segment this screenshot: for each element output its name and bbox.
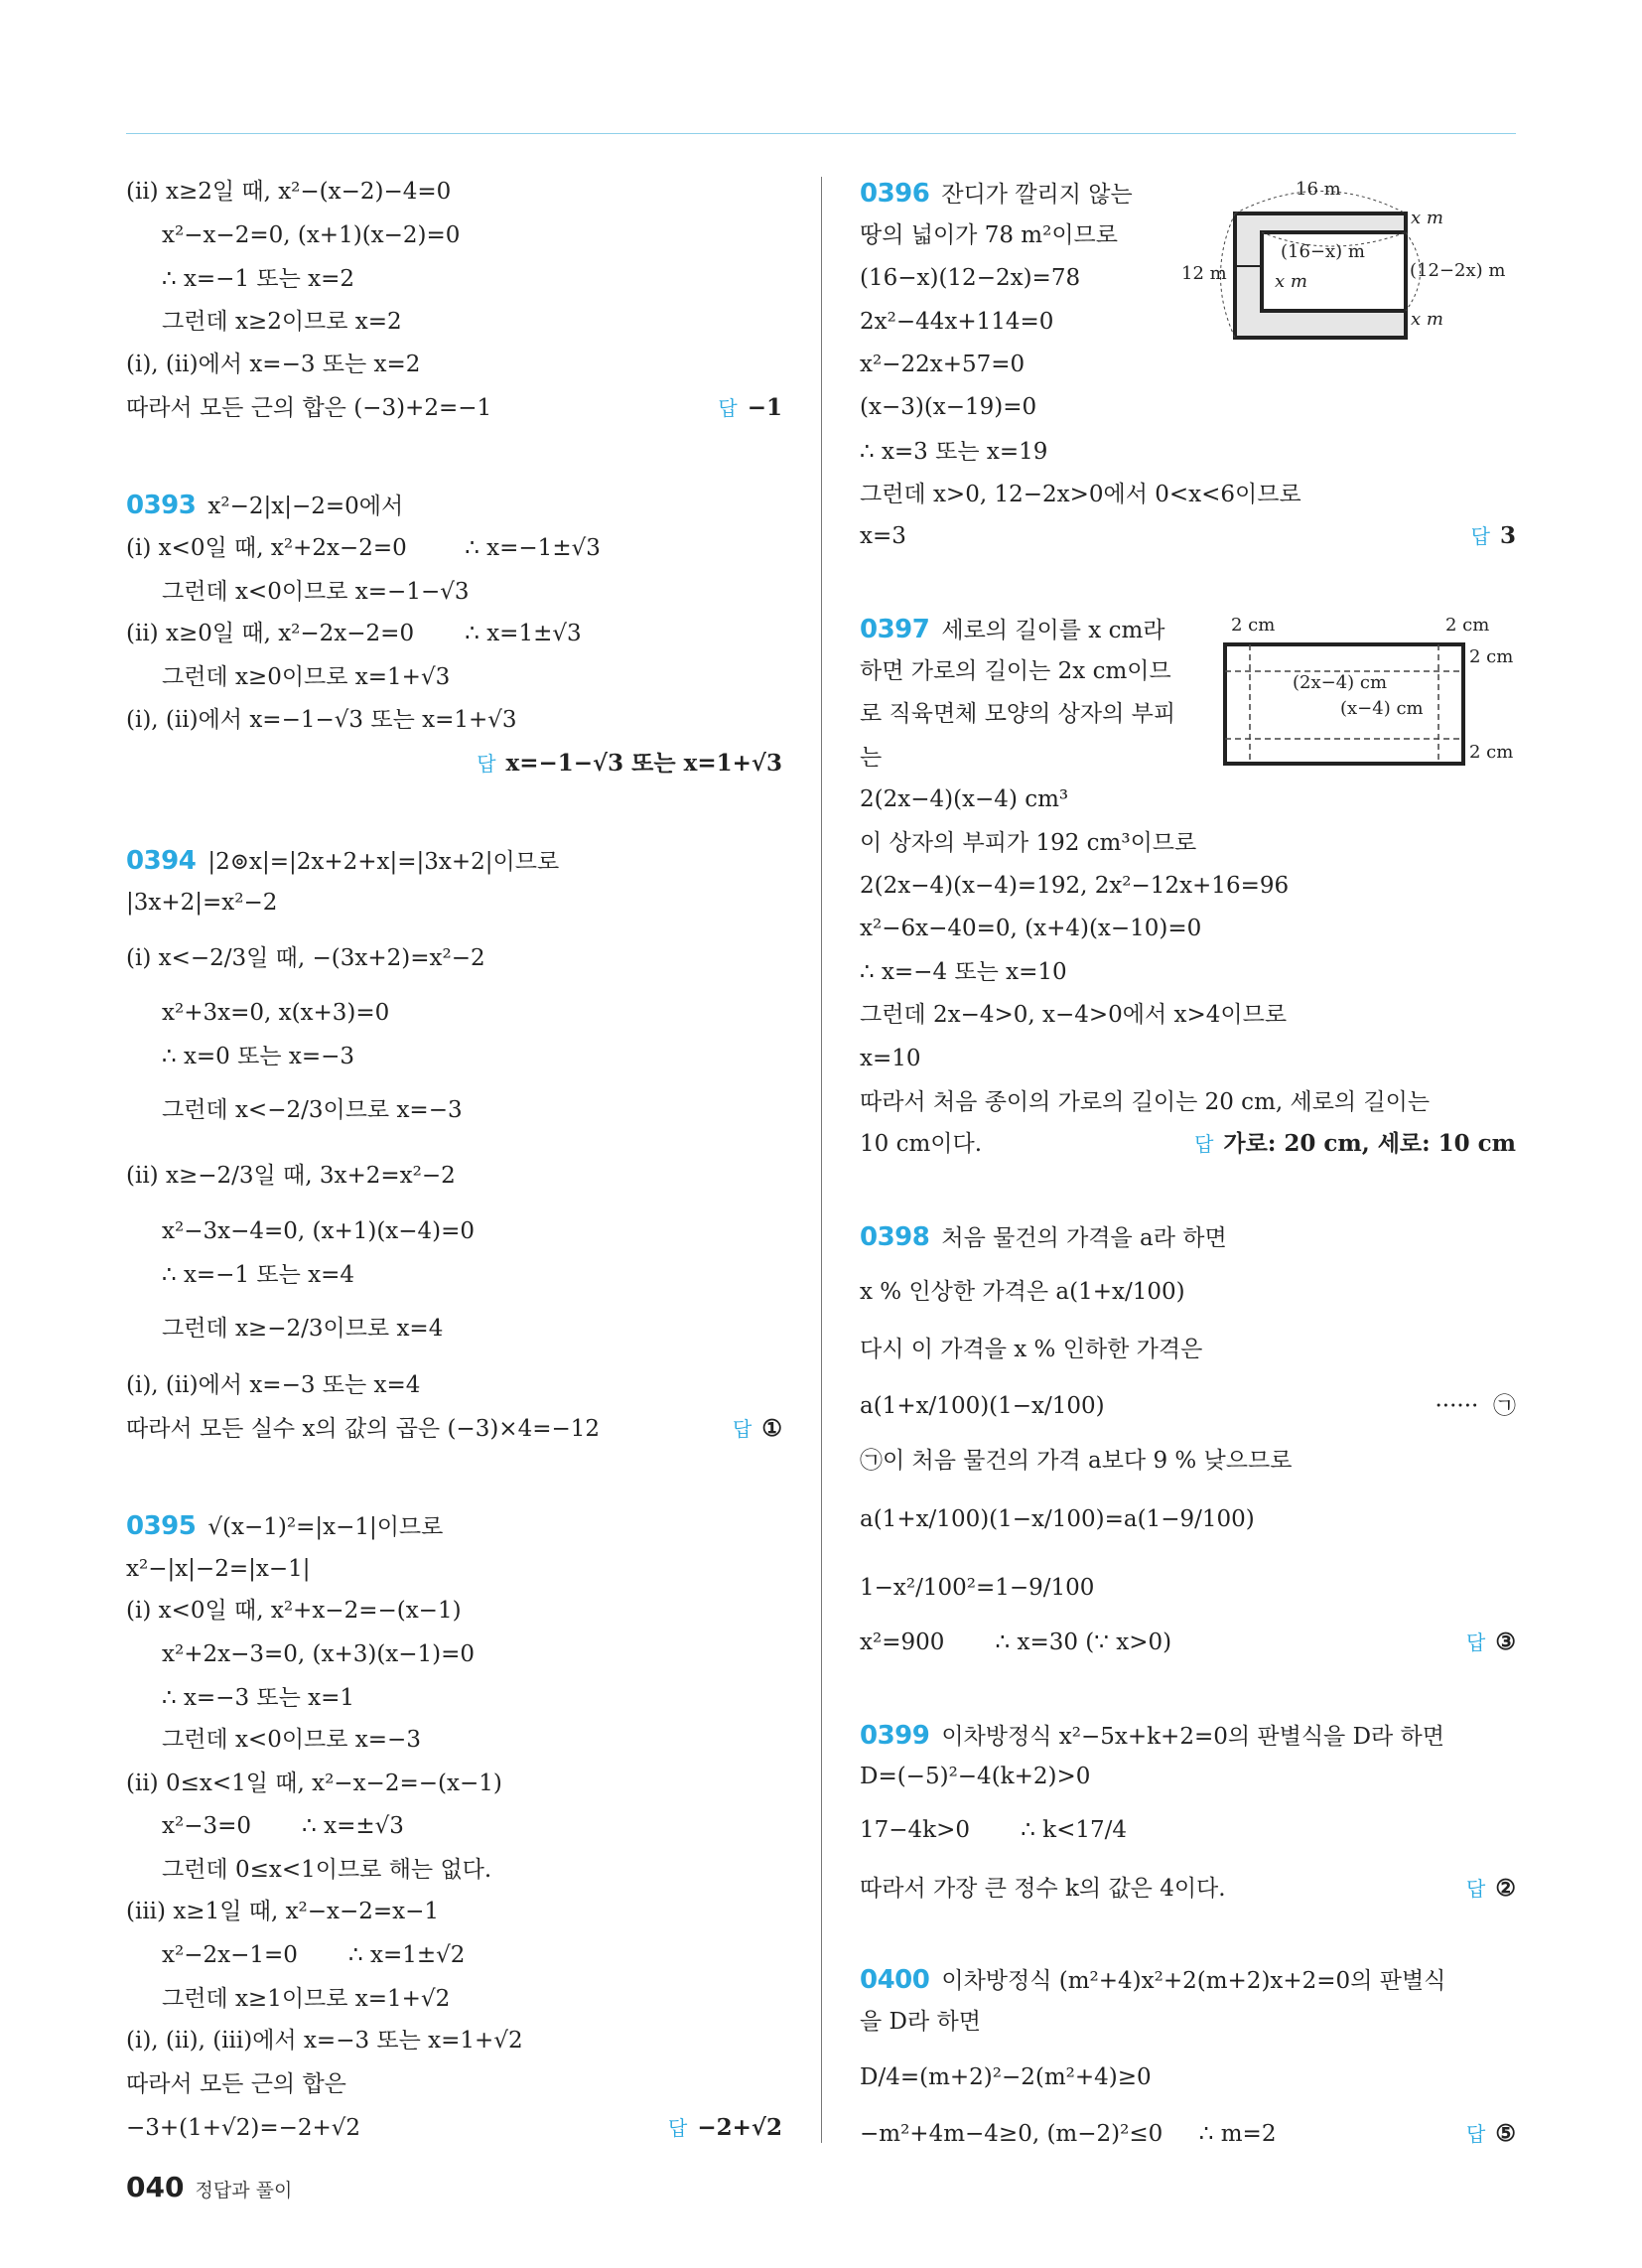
page-title: 정답과 풀이 [195,2180,293,2201]
line-text: ∴ x=−1 또는 x=2 [162,266,355,293]
line-text: a(1+x/100)(1−x/100)=a(1−9/100) [860,1505,1255,1532]
line-text: x²+3x=0, x(x+3)=0 [162,1000,390,1027]
label-12-2x: (12−2x) m [1410,260,1506,281]
line-text: 그런데 x≥−2/3이므로 x=4 [162,1316,444,1343]
answer-prefix: 답 [733,1417,753,1442]
line-text: x²−2x−1=0 ∴ x=1±√2 [162,1942,466,1969]
line-text: √(x−1)²=|x−1|이므로 [207,1514,444,1541]
line-text: (i) x<0일 때, x²+2x−2=0 ∴ x=−1±√3 [126,534,601,561]
line-text: 세로의 길이를 x cm라 [941,617,1165,643]
line-text: 그런데 x>0, 12−2x>0에서 0<x<6이므로 [860,481,1301,507]
label-16m: 16 m [1296,179,1341,200]
answer-value: x=−1−√3 또는 x=1+√3 [505,749,782,777]
line-text: 하면 가로의 길이는 2x cm이므 [860,658,1171,685]
answer-prefix: 답 [1194,1132,1214,1157]
line-text: 그런데 2x−4>0, x−4>0에서 x>4이므로 [860,1001,1288,1028]
answer-prefix: 답 [718,396,738,421]
line-text: D/4=(m+2)²−2(m²+4)≥0 [860,2064,1152,2091]
answer-prefix: 답 [477,751,496,776]
line-text: 그런데 x<0이므로 x=−3 [162,1727,421,1754]
answer-prefix: 답 [1470,524,1490,549]
line-text: (x−3)(x−19)=0 [860,393,1037,420]
line-text: 이차방정식 (m²+4)x²+2(m+2)x+2=0의 판별식 [941,1967,1446,1994]
problem-number: 0397 [860,614,930,644]
line-text: 2(2x−4)(x−4)=192, 2x²−12x+16=96 [860,872,1290,899]
problem-number: 0394 [126,845,197,876]
line-text: x²=900 ∴ x=30 (∵ x>0) [860,1630,1172,1656]
problem-number: 0400 [860,1964,930,1995]
problem-number: 0393 [126,491,197,521]
line-text: (i), (ii)에서 x=−3 또는 x=4 [126,1372,421,1399]
label-2cm: 2 cm [1469,646,1514,667]
line-text: (iii) x≥1일 때, x²−x−2=x−1 [126,1899,440,1925]
equation-marker: ······ ㉠ [1435,1392,1516,1419]
line-text: (ii) x≥0일 때, x²−2x−2=0 ∴ x=1±√3 [126,621,582,647]
line-text: (i) x<−2/3일 때, −(3x+2)=x²−2 [126,944,485,971]
problem-number: 0395 [126,1511,197,1542]
label-16-x: (16−x) m [1281,241,1365,262]
line-text: (i) x<0일 때, x²+x−2=−(x−1) [126,1598,462,1625]
line-text: x²+2x−3=0, (x+3)(x−1)=0 [162,1641,476,1668]
line-text: 그런데 x<0이므로 x=−1−√3 [162,578,470,605]
answer-value: ① [761,1415,782,1443]
line-text: (ii) 0≤x<1일 때, x²−x−2=−(x−1) [126,1771,502,1797]
label-2x-4: (2x−4) cm [1293,672,1388,693]
line-text: −m²+4m−4≥0, (m−2)²≤0 ∴ m=2 [860,2121,1277,2148]
label-xm-bottom: x m [1411,309,1443,330]
line-text: ∴ x=0 또는 x=−3 [162,1044,355,1070]
line-text: x²−6x−40=0, (x+4)(x−10)=0 [860,916,1202,942]
answer-value: ③ [1495,1629,1516,1656]
answer-value: 3 [1499,522,1516,550]
line-text: 1−x²/100²=1−9/100 [860,1574,1095,1601]
line-text: 따라서 처음 종이의 가로의 길이는 20 cm, 세로의 길이는 [860,1088,1431,1115]
line-text: |3x+2|=x²−2 [126,890,278,917]
answer-value: −1 [747,394,782,422]
problem-number: 0399 [860,1721,930,1752]
line-text: 2x²−44x+114=0 [860,308,1054,335]
line-text: ∴ x=−1 또는 x=4 [162,1261,355,1288]
line-text: 처음 물건의 가격을 a라 하면 [941,1224,1227,1251]
answer-value: 가로: 20 cm, 세로: 10 cm [1223,1130,1516,1158]
label-xm-inner: x m [1275,271,1307,292]
line-text: (i), (ii)에서 x=−1−√3 또는 x=1+√3 [126,706,517,733]
line-text: 따라서 가장 큰 정수 k의 값은 4이다. [860,1875,1226,1902]
line-text: x²−22x+57=0 [860,352,1026,378]
page-number: 040 [126,2171,185,2203]
line-text: ㉠이 처음 물건의 가격 a보다 9 % 낮으므로 [860,1448,1293,1475]
line-text: 이차방정식 x²−5x+k+2=0의 판별식을 D라 하면 [941,1724,1444,1751]
line-text: 잔디가 깔리지 않는 [941,181,1133,208]
line-text: ∴ x=−3 또는 x=1 [162,1684,355,1711]
line-text: (i), (ii), (iii)에서 x=−3 또는 x=1+√2 [126,2028,523,2055]
label-2cm: 2 cm [1445,615,1490,636]
line-text: x²−x−2=0, (x+1)(x−2)=0 [162,222,461,249]
label-xm-top: x m [1411,208,1443,228]
line-text: 그런데 x<−2/3이므로 x=−3 [162,1097,463,1124]
line-text: 17−4k>0 ∴ k<17/4 [860,1817,1127,1844]
line-text: a(1+x/100)(1−x/100) [860,1392,1105,1419]
line-text: ∴ x=3 또는 x=19 [860,439,1048,466]
line-text: 로 직육면체 모양의 상자의 부피 [860,700,1176,727]
page-footer [126,2171,292,2203]
answer-value: −2+√2 [697,2114,782,2142]
line-text: ∴ x=−4 또는 x=10 [860,959,1067,986]
line-text: D=(−5)²−4(k+2)>0 [860,1764,1091,1789]
problem-number: 0398 [860,1221,930,1252]
line-text: x=10 [860,1045,921,1071]
answer-prefix: 답 [1466,2122,1486,2147]
line-text: (16−x)(12−2x)=78 [860,264,1081,291]
line-text: 그런데 x≥2이므로 x=2 [162,308,402,335]
line-text: |2⊚x|=|2x+2+x|=|3x+2|이므로 [207,848,560,875]
line-text: 그런데 0≤x<1이므로 해는 없다. [162,1856,492,1883]
line-text: −3+(1+√2)=−2+√2 [126,2115,361,2142]
answer-prefix: 답 [668,2116,688,2141]
line-text: x²−3=0 ∴ x=±√3 [162,1812,404,1839]
answer-value: ② [1495,1874,1516,1902]
answer-value: ⑤ [1495,2120,1516,2148]
line-text: x²−|x|−2=|x−1| [126,1555,311,1582]
line-text: 그런데 x≥1이므로 x=1+√2 [162,1986,451,2012]
line-text: 따라서 모든 근의 합은 [126,2071,346,2098]
answer-prefix: 답 [1466,1876,1486,1901]
line-text: 이 상자의 부피가 192 cm³이므로 [860,830,1197,857]
line-text: 2(2x−4)(x−4) cm³ [860,786,1069,813]
label-x-4: (x−4) cm [1340,698,1424,719]
line-text: 그런데 x≥0이므로 x=1+√3 [162,664,451,691]
line-text: (ii) x≥2일 때, x²−(x−2)−4=0 [126,179,452,206]
answer-prefix: 답 [1466,1630,1486,1655]
line-text: x % 인상한 가격은 a(1+x/100) [860,1279,1185,1306]
line-text: x²−2|x|−2=0에서 [207,494,404,520]
line-text: 는 [860,744,883,771]
label-2cm: 2 cm [1231,615,1276,636]
line-text: 따라서 모든 실수 x의 값의 곱은 (−3)×4=−12 [126,1416,601,1443]
line-text: 다시 이 가격을 x % 인하한 가격은 [860,1336,1203,1362]
problem-number: 0396 [860,178,930,209]
label-12m: 12 m [1181,263,1227,284]
line-text: x²−3x−4=0, (x+1)(x−4)=0 [162,1218,476,1244]
line-text: 10 cm이다. [860,1131,983,1158]
line-text: 따라서 모든 근의 합은 (−3)+2=−1 [126,395,492,422]
line-text: (ii) x≥−2/3일 때, 3x+2=x²−2 [126,1163,456,1190]
line-text: (i), (ii)에서 x=−3 또는 x=2 [126,352,421,378]
line-text: x=3 [860,523,906,550]
line-text: 땅의 넓이가 78 m²이므로 [860,222,1118,249]
line-text: 을 D라 하면 [860,2009,981,2036]
label-2cm: 2 cm [1469,742,1514,763]
